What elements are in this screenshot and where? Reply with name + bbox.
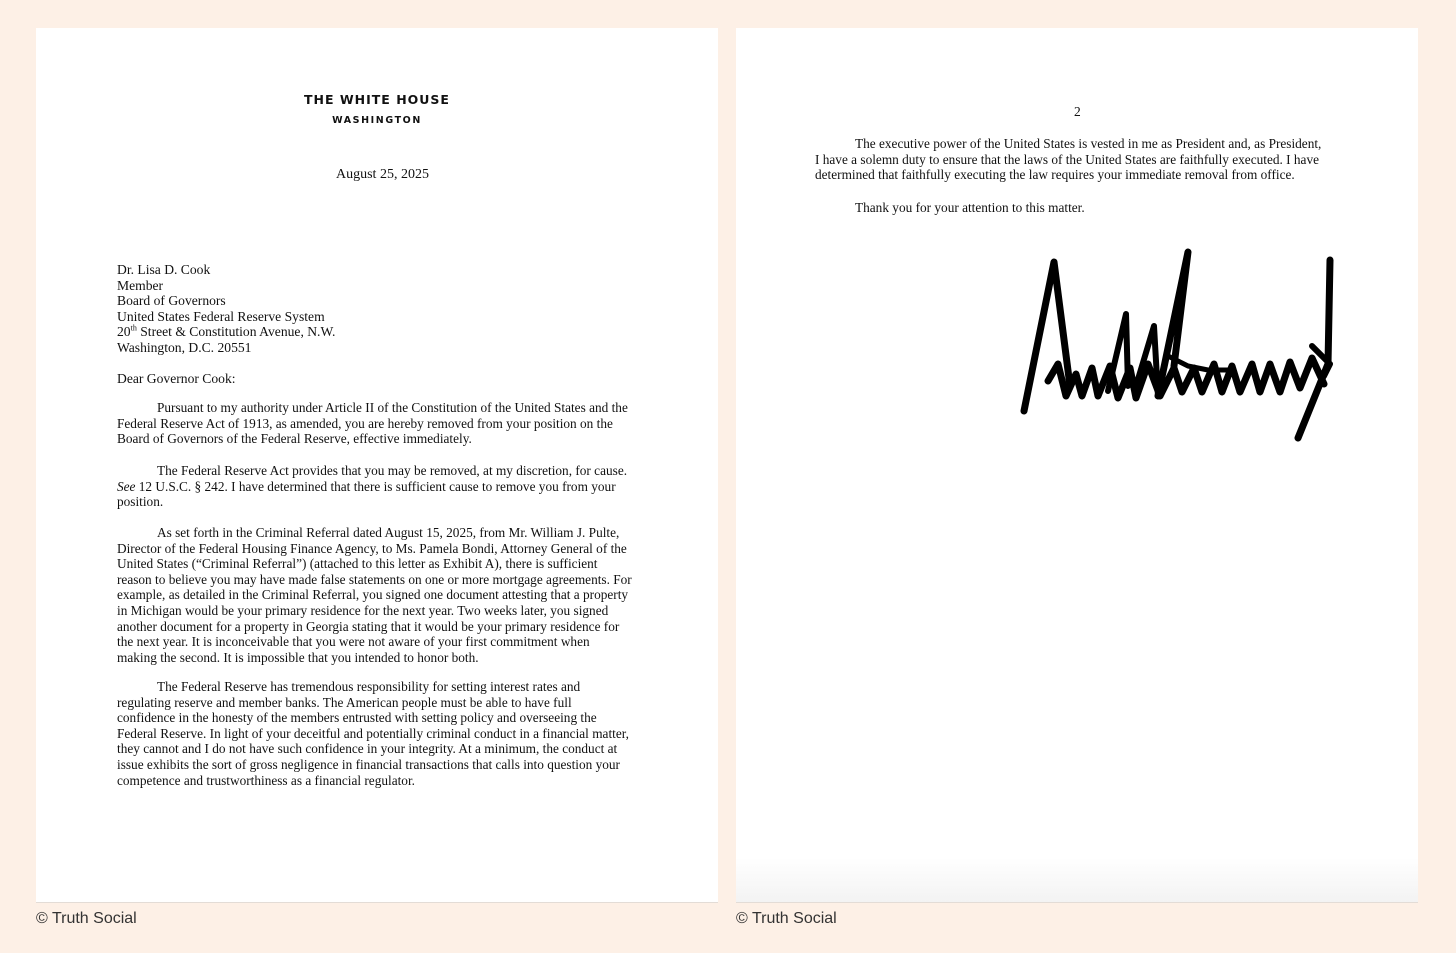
letterhead-subtitle: WASHINGTON [332, 115, 422, 126]
recipient-street: 20th Street & Constitution Avenue, N.W. [117, 323, 336, 340]
image-credit-1: © Truth Social [36, 910, 137, 927]
paragraph-authority: Pursuant to my authority under Article II of the Constitution of the United States and the Federal Reserve Act of 1913, as amended, you are hereby removed from your position on the Board of Governors of the Federal Reserve, effective immediately. [117, 400, 628, 447]
paragraph-closing: Thank you for your attention to this matter. [855, 200, 1085, 215]
recipient-city: Washington, D.C. 20551 [117, 339, 252, 355]
salutation: Dear Governor Cook: [117, 371, 236, 386]
recipient-address [117, 262, 335, 356]
letter-date: August 25, 2025 [336, 167, 429, 182]
recipient-org: United States Federal Reserve System [117, 308, 325, 324]
image-credit-2: © Truth Social [736, 910, 837, 927]
paragraph-criminal-referral: As set forth in the Criminal Referral dated August 15, 2025, from Mr. William J. Pulte, Director of the Federal Housing Finance Agency, to Ms. Pamela Bondi, Attorney General of the United States (“Criminal Referral”) (attached to this letter as Exhibit A), there is sufficient reason to believe you may have made false statements on one or more mortgage agreements. For example, as detailed in the Criminal Referral, you signed one document attesting that a property in Michigan would be your primary residence for the next year. Two weeks later, you signed another document for a property in Georgia stating that it would be your primary residence for the next year. It is inconceivable that you were not aware of your first commitment when making the second. It is impossible that you intended to honor both. [117, 525, 632, 665]
page-number: 2 [1074, 104, 1081, 119]
letter-page-2 [736, 28, 1418, 902]
recipient-role: Member [117, 277, 164, 293]
paragraph-responsibility: The Federal Reserve has tremendous responsibility for setting interest rates and regulating reserve and member banks. The American people must be able to have full confidence in the honesty of the members entrusted with setting policy and overseeing the Federal Reserve. In light of your deceitful and potentially criminal conduct in a financial matter, they cannot and I do not have such confidence in your integrity. At a minimum, the conduct at issue exhibits the sort of gross negligence in financial transactions that calls into question your competence and trustworthiness as a financial regulator. [117, 679, 629, 788]
signature-icon [1018, 246, 1338, 446]
paragraph-executive-power: The executive power of the United States is vested in me as President and, as President, I have a solemn duty to ensure that the laws of the United States are faithfully executed. I have determined that faithfully executing the law requires your immediate removal from office. [815, 136, 1322, 183]
letterhead-title: THE WHITE HOUSE [304, 92, 450, 107]
recipient-name: Dr. Lisa D. Cook [117, 262, 211, 277]
letter-page-1 [36, 28, 718, 902]
paragraph-cause: The Federal Reserve Act provides that you may be removed, at my discretion, for cause. See 12 U.S.C. § 242. I have determined that there is sufficient cause to remove you from your position. [117, 463, 628, 510]
recipient-board: Board of Governors [117, 293, 226, 309]
